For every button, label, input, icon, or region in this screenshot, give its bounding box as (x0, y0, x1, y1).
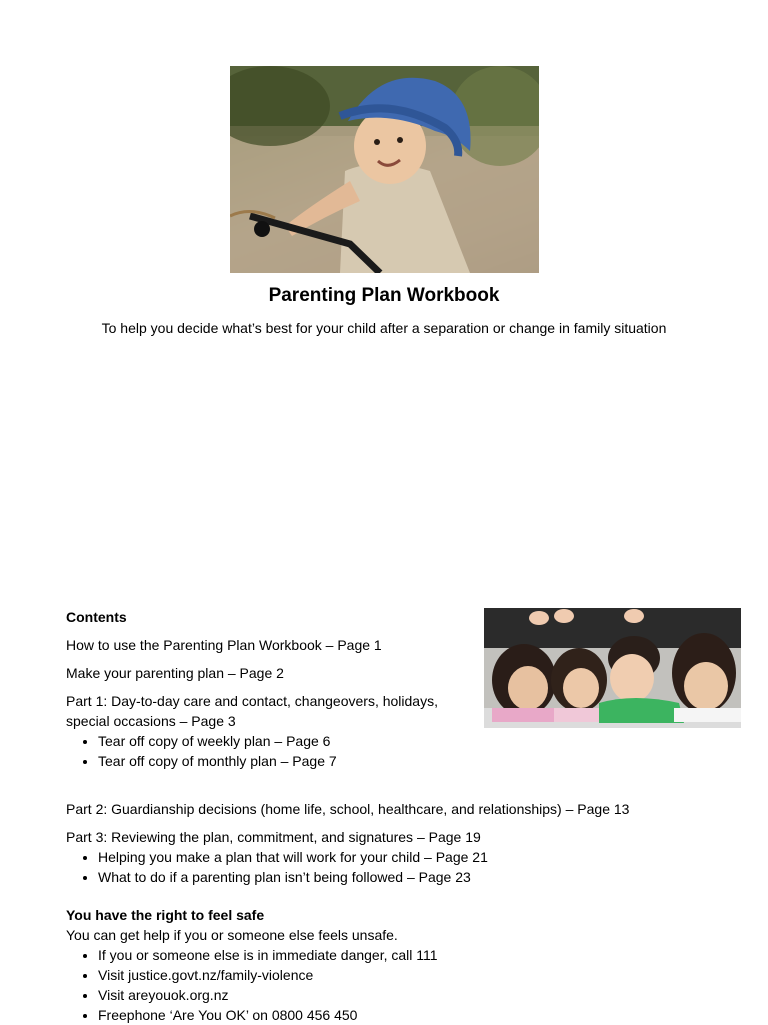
part3-bullet-list (66, 847, 629, 887)
contents-section (66, 607, 629, 1025)
hero-photo (230, 66, 539, 273)
list-item: • Helping you make a plan that will work for your child – Page 21 (98, 847, 629, 867)
list-item: • If you or someone else is in immediate danger, call 111 (98, 945, 629, 965)
contents-item: How to use the Parenting Plan Workbook – Page 1 (66, 637, 382, 653)
safety-heading: You have the right to feel safe (66, 907, 265, 923)
part1-bullet-list (66, 731, 629, 771)
contents-item: Make your parenting plan – Page 2 (66, 665, 284, 681)
list-item: • Visit areyouok.org.nz (98, 985, 629, 1005)
list-item: • What to do if a parenting plan isn’t being followed – Page 23 (98, 867, 629, 887)
contents-heading: Contents (66, 609, 127, 625)
document-subtitle: To help you decide what’s best for your child after a separation or change in family situation (101, 320, 667, 336)
safety-intro: You can get help if you or someone else feels unsafe. (66, 927, 398, 943)
list-item: • Tear off copy of weekly plan – Page 6 (98, 731, 629, 751)
list-item: • Freephone ‘Are You OK’ on 0800 456 450 (98, 1005, 629, 1025)
list-item: • Visit justice.govt.nz/family-violence (98, 965, 629, 985)
contents-item: Part 3: Reviewing the plan, commitment, and signatures – Page 19 (66, 829, 481, 845)
safety-bullet-list (66, 945, 629, 1025)
list-item: • Tear off copy of monthly plan – Page 7 (98, 751, 629, 771)
contents-item: Part 1: Day-to-day care and contact, changeovers, holidays, special occasions – Page 3 (66, 693, 438, 729)
contents-item: Part 2: Guardianship decisions (home life, school, healthcare, and relationships) – Page 13 (66, 801, 630, 817)
document-title: Parenting Plan Workbook (268, 285, 500, 306)
